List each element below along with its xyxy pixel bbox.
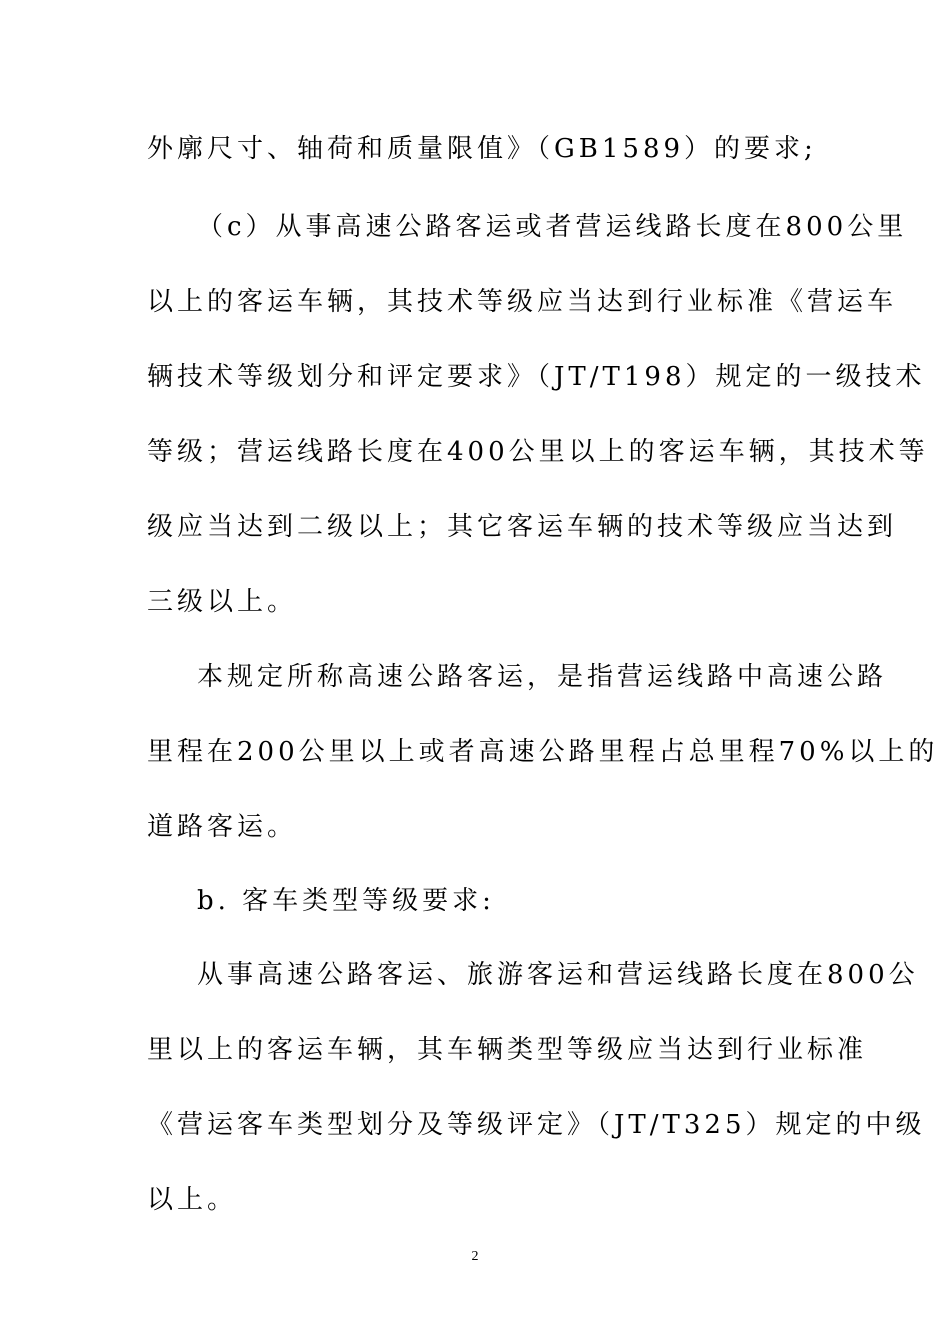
section-heading-b: b. 客车类型等级要求: [197,886,495,916]
text-line-7: 三级以上。 [147,587,298,617]
text-line-13: 里以上的客运车辆，其车辆类型等级应当达到行业标准 [147,1035,868,1065]
text-line-2: （c）从事高速公路客运或者营运线路长度在800公里 [197,212,908,242]
text-line-15: 以上。 [147,1185,238,1215]
text-line-9: 里程在200公里以上或者高速公路里程占总里程70%以上的 [147,737,939,767]
page-number: 2 [471,1249,479,1264]
text-line-3: 以上的客运车辆，其技术等级应当达到行业标准《营运车 [147,287,898,317]
text-line-1: 外廓尺寸、轴荷和质量限值》（GB1589）的要求; [147,134,817,164]
text-line-12: 从事高速公路客运、旅游客运和营运线路长度在800公 [197,960,919,990]
text-line-5: 等级；营运线路长度在400公里以上的客运车辆，其技术等 [147,437,929,467]
text-line-8: 本规定所称高速公路客运，是指营运线路中高速公路 [197,662,888,692]
text-line-4: 辆技术等级划分和评定要求》（JT/T198）规定的一级技术 [147,362,926,392]
text-line-6: 级应当达到二级以上；其它客运车辆的技术等级应当达到 [147,512,898,542]
text-line-14: 《营运客车类型划分及等级评定》（JT/T325）规定的中级 [147,1110,926,1140]
text-line-10: 道路客运。 [147,812,298,842]
